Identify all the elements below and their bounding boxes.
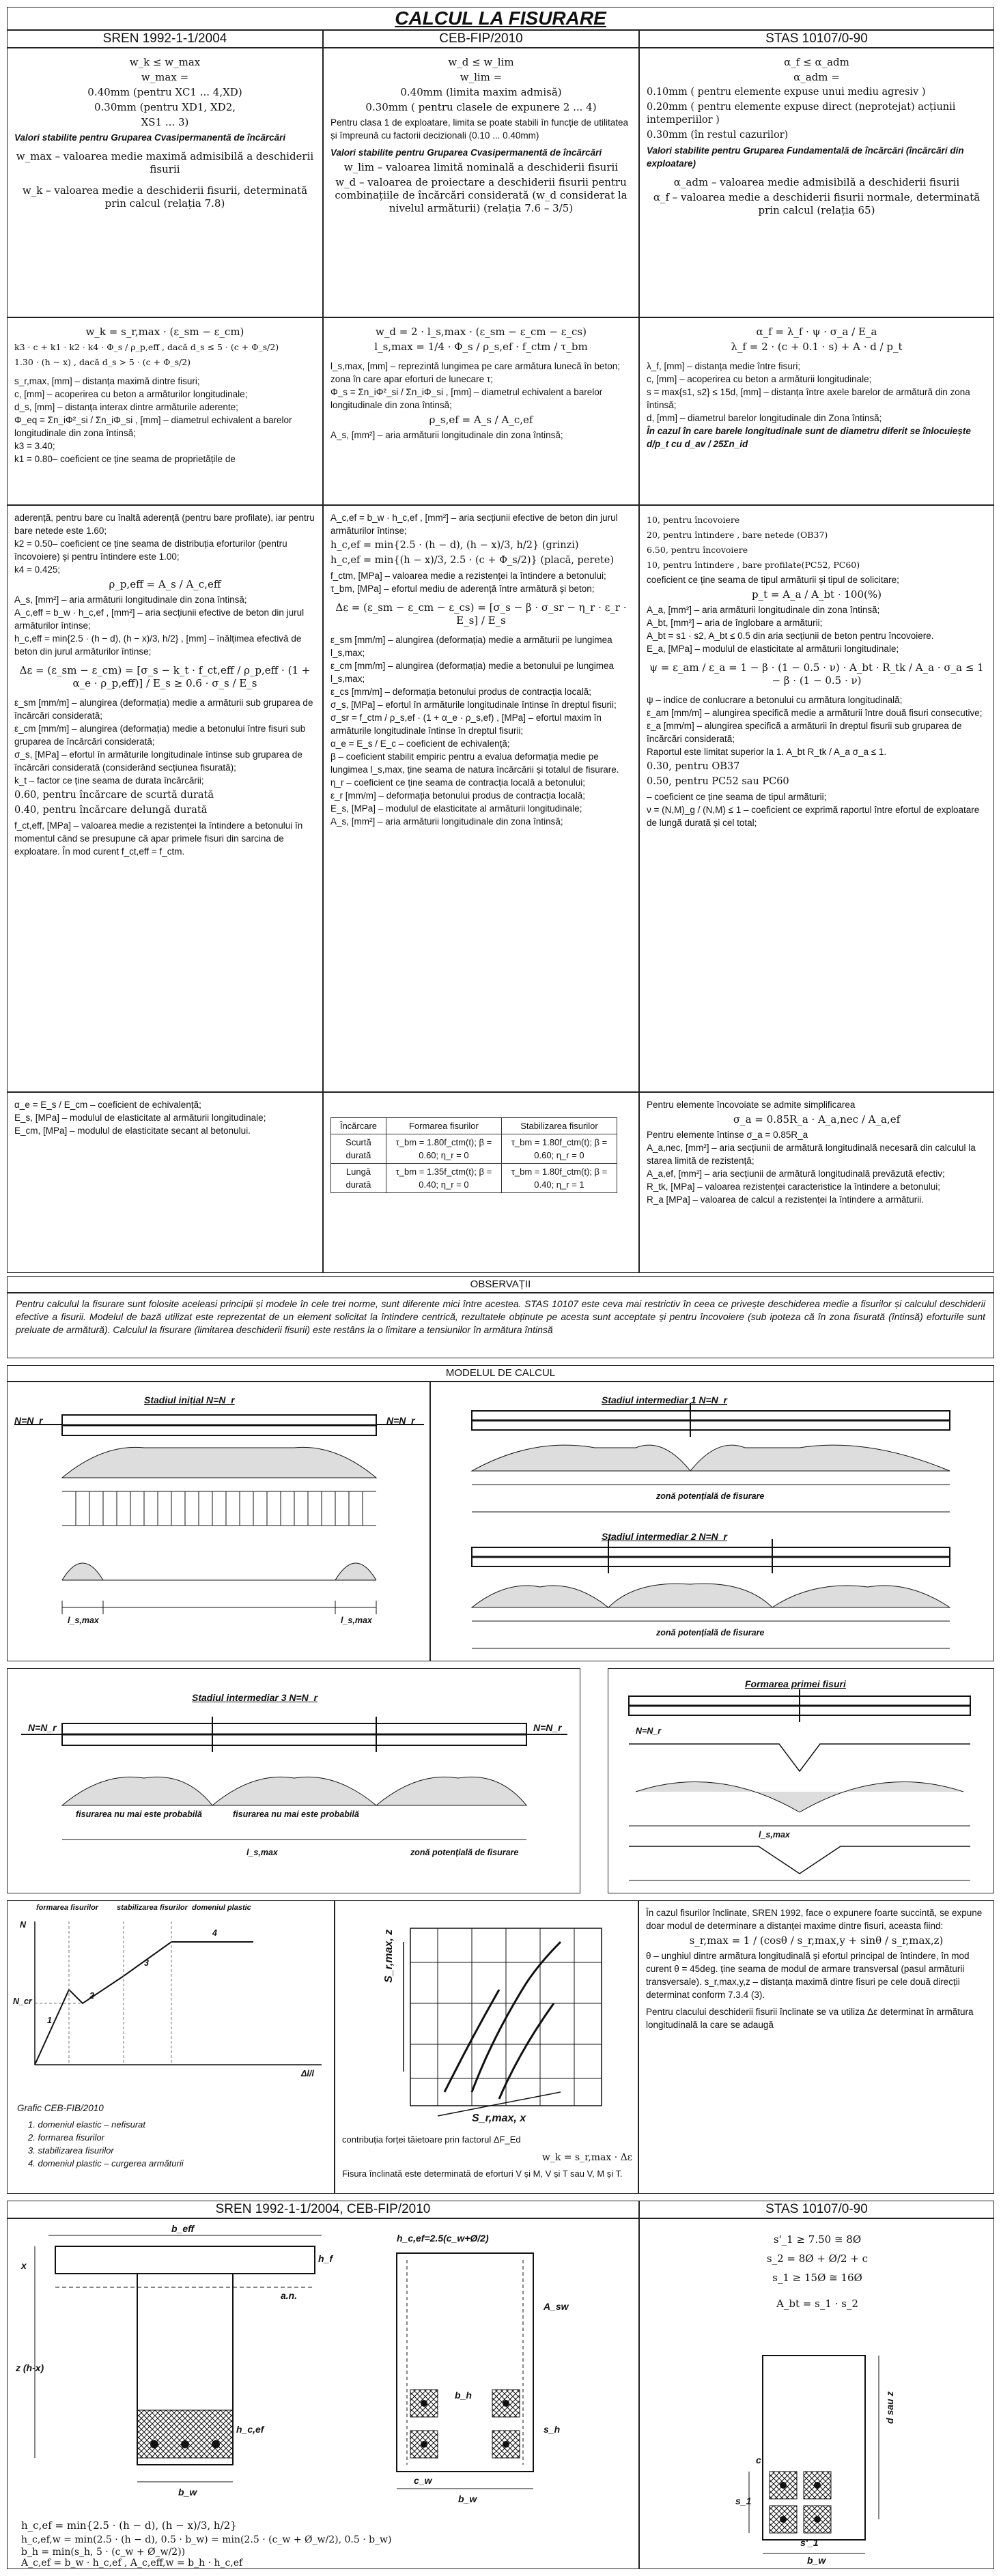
graph-legend bbox=[28, 2118, 184, 2170]
table-row bbox=[331, 1134, 617, 1164]
stas-label-c: c bbox=[756, 2455, 761, 2465]
sren-heading: Valori stabilite pentru Gruparea Cvasipermanentă de încărcări bbox=[14, 132, 286, 143]
ceb-eq-delta-eps: Δε = (ε_sm − ε_cm − ε_cs) = [σ_s − β · σ_sr − η_r · ε_r · E_s] / E_s bbox=[335, 601, 627, 627]
lsmax-label-4: l_s,max bbox=[759, 1830, 790, 1840]
figure-int2-title: Stadiul intermediar 2 N=N_r bbox=[602, 1531, 728, 1542]
stas-def-ra: R_a [MPa] – valoarea de calcul a rezistenței la întindere a armăturii. bbox=[647, 1194, 924, 1205]
force-label-right: N=N_r bbox=[386, 1415, 415, 1426]
sren-def-wmax: w_max – valoarea medie maximă admisibilă a deschiderii fisurii bbox=[16, 150, 314, 175]
bottom-eq-acef: A_c,ef = b_w · h_c,ef , A_c,eff,w = b_h · h_c,ef bbox=[21, 2558, 243, 2568]
sren-eq-delta-eps: Δε = (ε_sm − ε_cm) = [σ_s − k_t · f_ct,eff / ρ_p,eff · (1 + α_e · ρ_p,eff)] / E_s ≥ 0.6 · σ_s / E_s bbox=[19, 664, 311, 689]
sren-def-es: E_s, [MPa] – modulul de elasticitate al armăturii longitudinale; bbox=[14, 1113, 266, 1123]
sren-eq-rho: ρ_p,eff = A_s / A_c,eff bbox=[109, 578, 221, 590]
sren-def-srmax: s_r,max, [mm] – distanța maximă dintre fisuri; bbox=[14, 376, 200, 386]
stas-limit-2: 0.20mm ( pentru elemente expuse direct (neprotejat) acțiunii intemperiilor ) bbox=[647, 102, 956, 126]
inclined-caption-1: contribuția forței tăietoare prin factorul ΔF_Ed bbox=[342, 2134, 521, 2145]
stas-label-s1: s_1 bbox=[735, 2495, 752, 2506]
ceb-def-es: E_s, [MPa] – modulul de elasticitate al armăturii longitudinale; bbox=[330, 803, 582, 814]
stas-A-note: coeficient ce ține seama de tipul armăturii și tipul de solicitare; bbox=[647, 575, 899, 585]
graph-num-1: 1 bbox=[47, 2016, 52, 2025]
ceb-def-alphae: α_e = E_s / E_c – coeficient de echivalență; bbox=[330, 739, 510, 749]
stas-A-1: 10, pentru încovoiere bbox=[647, 515, 740, 525]
ceb-def-wlim: w_lim – valoarea limită nominală a deschiderii fisurii bbox=[343, 161, 619, 173]
figure-first-crack bbox=[608, 1668, 994, 1893]
stas-def-d: d, [mm] – diametrul barelor longitudinale din Zona întinsă; bbox=[647, 413, 882, 423]
lsmax-label-right: l_s,max bbox=[341, 1616, 372, 1625]
inclined-eq-srmax: s_r,max = 1 / (cosθ / s_r,max,y + sinθ / s_r,max,z) bbox=[689, 1934, 944, 1947]
ceb-crack-width-cell bbox=[323, 317, 639, 505]
sren-def-ecm2: E_cm, [MPa] – modulul de elasticitate secant al betonului. bbox=[14, 1126, 251, 1136]
ceb-class1-note: Pentru clasa 1 de exploatare, limita se poate stabili în funcție de utilitatea și împreună cu factorii decizionali (0.10 ... 0.40mm) bbox=[330, 117, 629, 141]
sren-crack-width-cell bbox=[7, 317, 323, 505]
stas-eq-lambda: λ_f = 2 · (c + 0.1 · s) + A · d / p_t bbox=[731, 341, 903, 353]
bottom-head-right: STAS 10107/0-90 bbox=[639, 2201, 994, 2218]
stas-beta-ob37: 0.30, pentru OB37 bbox=[647, 761, 740, 772]
label-beff: b_eff bbox=[171, 2223, 195, 2234]
sren-def-c: c, [mm] – acoperirea cu beton a armăturilor longitudinale; bbox=[14, 389, 248, 399]
graph-legend-item-3: 3. stabilizarea fisurilor bbox=[28, 2145, 114, 2156]
sren-srmax-case-b: 1.30 · (h − x) , dacă d_s > 5 · (c + Φ_s/2) bbox=[14, 357, 191, 367]
graph-title: Grafic CEB-FIB/2010 bbox=[17, 2103, 104, 2113]
figure-intermediate-3 bbox=[7, 1668, 580, 1893]
no-crack-label-2: fisurarea nu mai este probabilă bbox=[233, 1809, 359, 1819]
stas-def-beta: – coeficient ce ține seama de tipul armăturii; bbox=[647, 792, 827, 802]
sren-def-fcteff: f_ct,eff, [MPa] – valoarea medie a rezistenței la întindere a betonului în momentul când se presupune că apar primele fisuri din sarcina de exploatare. În mod curent f_ct,eff = f_ctm. bbox=[14, 820, 303, 857]
graph-phase-1: formarea fisurilor bbox=[36, 1904, 99, 1912]
stas-eq-s1: s_1 ≥ 15Ø ≅ 16Ø bbox=[772, 2272, 862, 2284]
sren-def-alphae: α_e = E_s / E_cm – coeficient de echivalență; bbox=[14, 1100, 201, 1110]
ceb-def-lsmax: l_s,max, [mm] – reprezintă lungimea pe care armătura lunecă în beton; zona în care apar eforturi de lunecare τ; bbox=[330, 361, 620, 384]
stas-limits-cell bbox=[639, 48, 994, 317]
stas-eq-aadm: α_adm = bbox=[793, 71, 840, 83]
figure-int1-title: Stadiul intermediar 1 N=N_r bbox=[602, 1394, 728, 1405]
column-head-ceb: CEB-FIP/2010 bbox=[323, 30, 639, 48]
graph-num-2: 2 bbox=[89, 1991, 94, 2001]
stas-eq-pt: p_t = A_a / A_bt · 100(%) bbox=[752, 588, 882, 601]
figure-intermediate-1-2 bbox=[430, 1382, 994, 1661]
ceb-def-taubm: τ_bm, [MPa] – efortul mediu de aderență între armătură și beton; bbox=[330, 584, 595, 594]
label-sh: s_h bbox=[544, 2424, 561, 2435]
stas-eq-psi: ψ = ε_am / ε_a = 1 − β · (1 − 0.5 · ν) · A_bt · R_tk / A_a · σ_a ≤ 1 − β · (1 − 0.5 · ν) bbox=[649, 661, 984, 687]
sren-def-esm: ε_sm [mm/m] – alungirea (deformația) medie a armăturii sub gruparea de încărcări considerată; bbox=[14, 698, 313, 721]
force-label-left: N=N_r bbox=[14, 1415, 43, 1426]
stas-def-aanec: A_a,nec, [mm²] – aria secțiunii de armătură longitudinală necesară din calculul la starea limită de rezistență; bbox=[647, 1143, 976, 1166]
stas-heading: Valori stabilite pentru Gruparea Fundamentală de încărcări (încărcări din exploatare) bbox=[647, 145, 964, 169]
table-cell: τ_bm = 1.80f_ctm(t); β = 0.40; η_r = 1 bbox=[501, 1164, 617, 1193]
label-hf: h_f bbox=[318, 2253, 333, 2264]
sren-def-hceff: h_c,eff = min{2.5 · (h − d), (h − x)/3, h/2} , [mm] – înălțimea efectivă de beton din jurul armăturilor întinse; bbox=[14, 633, 302, 657]
graph-phase-3: domeniul plastic bbox=[192, 1904, 251, 1912]
ceb-def-phis: Φ_s = Σn_iΦ²_si / Σn_iΦ_si , [mm] – diametrul echivalent a barelor longitudinale din zona întinsă; bbox=[330, 387, 603, 410]
ceb-limits-cell bbox=[323, 48, 639, 317]
ceb-def-sigmasr: σ_sr = f_ctm / ρ_s,ef · (1 + α_e · ρ_s,ef) , [MPa] – efortul maxim în armăturile longitudinale întinse în dreptul fisurii; bbox=[330, 713, 602, 736]
stas-limit-3: 0.30mm (în restul cazurilor) bbox=[647, 130, 789, 141]
ceb-def-wd: w_d – valoarea de proiectare a deschiderii fisurii pentru combinațiile de încărcări considerată (w_d considerat la nivelul armăturii) (relația 7.6 – 3/5) bbox=[335, 176, 628, 214]
stas-beta-pc52: 0.50, pentru PC52 sau PC60 bbox=[647, 776, 789, 787]
stas-diff-diameter-note: În cazul în care barele longitudinale sunt de diametru diferit se înlocuiește d/p_t cu d_av / 25Σn_id bbox=[647, 426, 971, 449]
ceb-limit-2: 0.30mm ( pentru clasele de expunere 2 ... 4) bbox=[365, 101, 597, 113]
sren-def-ds: d_s, [mm] – distanța interax dintre armăturile aderente; bbox=[14, 402, 238, 412]
inclined-theta-note: θ – unghiul dintre armătura longitudinală și efortul principal de întindere, în mod curent θ = 45deg. ține seama de modul de armare transversal (pasul armăturii transversale). s_r,max,y,z – distanța maximă dintre fisuri pe cele două direcții determinat conform 7.3.4 (3). bbox=[646, 1951, 970, 2000]
stas-stress-cell bbox=[639, 1092, 994, 1273]
figure-inclined-crack bbox=[335, 1900, 638, 2194]
stas-def-ea: E_a, [MPa] – modulul de elasticitate al armăturii longitudinale; bbox=[647, 644, 899, 654]
inclined-intro: În cazul fisurilor înclinate, SREN 1992, face o expunere foarte succintă, se expune doar modul de determinare a distanței maxime dintre fisuri, aceasta fiind: bbox=[646, 1908, 983, 1931]
stas-def-lambda: λ_f, [mm] – distanța medie între fisuri; bbox=[647, 361, 801, 371]
potential-zone-label-1: zonă potențială de fisurare bbox=[656, 1491, 765, 1501]
potential-zone-label-2: zonă potențială de fisurare bbox=[656, 1628, 765, 1637]
ceb-eq-hcef-beam: h_c,ef = min{2.5 · (h − d), (h − x)/3, h/2} (grinzi) bbox=[330, 540, 579, 551]
sren-def-aceff: A_c,eff = b_w · h_c,ef , [mm²] – aria secțiunii efective de beton din jurul armăturilor întinse; bbox=[14, 607, 305, 631]
column-head-sren: SREN 1992-1-1/2004 bbox=[7, 30, 323, 48]
table-header: Încărcare bbox=[331, 1118, 386, 1134]
sren-strain-cell bbox=[7, 505, 323, 1092]
sren-def-phieq: Φ_eq = Σn_iΦ²_si / Σn_iΦ_si , [mm] – diametrul echivalent a barelor longitudinale din zona întinsă; bbox=[14, 415, 292, 438]
sren-eq-wmax: w_max = bbox=[141, 71, 189, 83]
stas-ratio-limit: Raportul este limitat superior la 1. A_bt R_tk / A_a σ_a ≤ 1. bbox=[647, 747, 887, 757]
stas-def-af: α_f – valoarea medie a deschiderii fisurii normale, determinată prin calcul (relația 65) bbox=[653, 191, 981, 216]
sren-k2-note: k2 = 0.50– coeficient ce ține seama de distribuția eforturilor (pentru încovoiere) și pentru întindere este 1.00; bbox=[14, 539, 287, 562]
sren-kt-short: 0.60, pentru încărcare de scurtă durată bbox=[14, 790, 214, 801]
stas-def-ea2: ε_a [mm/m] – alungirea specifică a armăturii în dreptul fisurii sub gruparea de încărcări considerată; bbox=[647, 721, 962, 744]
column-head-stas: STAS 10107/0-90 bbox=[639, 30, 994, 48]
force-label-right-3: N=N_r bbox=[533, 1722, 562, 1733]
sren-eq-wk-calc: w_k = s_r,max · (ε_sm − ε_cm) bbox=[85, 326, 244, 338]
ceb-eq-wlim: w_lim = bbox=[460, 71, 503, 83]
stas-eq-af: α_f ≤ α_adm bbox=[784, 56, 849, 68]
stas-def-rtk: R_tk, [MPa] – valoarea rezistenței caracteristice la întindere a betonului; bbox=[647, 1182, 940, 1192]
sren-limit-1: 0.40mm (pentru XC1 ... 4,XD) bbox=[87, 86, 242, 98]
table-header: Stabilizarea fisurilor bbox=[501, 1118, 617, 1134]
observations-text: Pentru calculul la fisurare sunt folosite aceleasi principii și modele în cele trei norme, sunt diferente mici între acestea. STAS 10107 este ceva mai restrictiv în ceea ce privește deschiderea medie a fisurilor și calculul deschiderii efective a fisurii. Modelul de bază utilizat este reprezentat de un element solicitat la întindere centrică, rezultatele obținute pe acesta sunt acceptate și pentru încovoiere (sub ipoteza că în zona fisurată (întinsă) eforturile sunt preluate de armătură). Calculul la fisurare (limitarea deschiderii fisurii) este restâns la o limitare a tensiunilor în armătura întinsă bbox=[7, 1293, 994, 1358]
stas-eq-s2: s_2 = 8Ø + Ø/2 + c bbox=[766, 2252, 869, 2265]
stas-def-abt: A_bt, [mm²] – aria de înglobare a armăturii; bbox=[647, 618, 823, 628]
stas-tension-note: Pentru elemente întinse σ_a = 0.85R_a bbox=[647, 1130, 808, 1140]
srmax-z-label: S_r,max, z bbox=[383, 1929, 395, 1983]
sren-def-k3: k3 = 3.40; bbox=[14, 441, 55, 451]
stas-A-4: 10, pentru întindere , bare profilate(PC52, PC60) bbox=[647, 560, 860, 570]
stas-limit-1: 0.10mm ( pentru elemente expuse unui mediu agresiv ) bbox=[647, 87, 926, 98]
ceb-eq-lsmax: l_s,max = 1/4 · Φ_s / ρ_s,ef · f_ctm / τ_bm bbox=[374, 341, 588, 353]
page bbox=[7, 7, 994, 2569]
figure-initial-stage bbox=[7, 1382, 430, 1661]
figure-first-crack-title: Formarea primei fisuri bbox=[745, 1678, 846, 1689]
label-hceff-web: h_c,ef=2.5(c_w+Ø/2) bbox=[397, 2233, 489, 2244]
stas-def-aaef: A_a,ef, [mm²] – aria secțiunii de armătură longitudinală prevăzută efectiv; bbox=[647, 1169, 945, 1179]
inclined-svg bbox=[335, 1901, 638, 2194]
graph-num-4: 4 bbox=[212, 1928, 217, 1938]
label-cw: c_w bbox=[414, 2475, 432, 2486]
stas-def-c: c, [mm] – acoperirea cu beton a armăturii longitudinale; bbox=[647, 374, 872, 384]
inclined-delta-note: Pentru clacului deschiderii fisurii înclinate se va utiliza Δε determinat în armătura longitudinală la care se adaugă bbox=[646, 2007, 974, 2030]
bottom-eq-hcefw: h_c,ef,w = min(2.5 · (h − d), 0.5 · b_w) = min(2.5 · (c_w + Ø_w/2), 0.5 · b_w) bbox=[21, 2534, 392, 2545]
sren-def-sigmas: σ_s, [MPa] – efortul în armăturile longitudinale întinse sub gruparea de încărcări considerată (considerând secțiunea fisurată); bbox=[14, 749, 302, 773]
ceb-def-as2: A_s, [mm²] – aria armăturii longitudinale din zona întinsă; bbox=[330, 816, 563, 827]
figure-intermediate-svg bbox=[431, 1382, 994, 1661]
figure-int3-svg bbox=[8, 1669, 580, 1893]
force-label-left-3: N=N_r bbox=[28, 1722, 57, 1733]
stas-def-aadm: α_adm – valoarea medie admisibilă a deschiderii fisurii bbox=[673, 176, 960, 188]
graph-legend-item-2: 2. formarea fisurilor bbox=[28, 2132, 104, 2143]
stas-def-s: s = max{s1, s2} ≤ 15d, [mm] – distanța între axele barelor de armătură din zona întinsă; bbox=[647, 387, 970, 410]
ceb-def-fctm: f_ctm, [MPa] – valoarea medie a rezistenței la întindere a betonului; bbox=[330, 571, 606, 581]
figure-initial-title: Stadiul inițial N=N_r bbox=[144, 1394, 235, 1405]
label-asw: A_sw bbox=[544, 2301, 569, 2312]
force-label-4: N=N_r bbox=[636, 1726, 662, 1736]
ceb-bond-table bbox=[330, 1117, 617, 1193]
no-crack-label-1: fisurarea nu mai este probabilă bbox=[76, 1809, 202, 1819]
table-cell: Scurtă durată bbox=[331, 1134, 386, 1164]
ceb-def-esm: ε_sm [mm/m] – alungirea (deformația) medie a armăturii pe lungimea l_s,max; bbox=[330, 635, 612, 658]
ceb-strain-cell bbox=[323, 505, 639, 1092]
table-header: Formarea fisurilor bbox=[386, 1118, 501, 1134]
inclined-caption-2: Fisura înclinată este determinată de eforturi V și M, V și T sau V, M și T. bbox=[342, 2169, 623, 2179]
ceb-heading: Valori stabilite pentru Gruparea Cvasipermanentă de încărcări bbox=[330, 147, 602, 158]
section-svg bbox=[8, 2219, 639, 2569]
ceb-eq-hcef-slab: h_c,ef = min{(h − x)/3, 2.5 · (c + Φ_s/2)} (placă, perete) bbox=[330, 555, 614, 566]
bottom-eq-bh: b_h = min(s_h, 5 · (c_w + Ø_w/2)) bbox=[21, 2547, 186, 2558]
ceb-def-ecs: ε_cs [mm/m] – deformația betonului produs de contracția locală; bbox=[330, 687, 591, 697]
graph-num-3: 3 bbox=[144, 1958, 149, 1968]
stas-eq-abt: A_bt = s_1 · s_2 bbox=[776, 2298, 858, 2310]
bottom-right-stas bbox=[639, 2218, 994, 2569]
figure-int3-title: Stadiul intermediar 3 N=N_r bbox=[192, 1692, 318, 1703]
table-cell: τ_bm = 1.35f_ctm(t); β = 0.40; η_r = 0 bbox=[386, 1164, 501, 1193]
label-zh: z (h-x) bbox=[16, 2362, 44, 2373]
table-cell: Lungă durată bbox=[331, 1164, 386, 1193]
stas-strain-cell bbox=[639, 505, 994, 1092]
stas-A-3: 6.50, pentru încovoiere bbox=[647, 545, 748, 555]
label-an: a.n. bbox=[281, 2290, 298, 2301]
stas-simplif-note: Pentru elemente încovoiate se admite simplificarea bbox=[647, 1100, 856, 1110]
graph-legend-item-1: 1. domeniul elastic – nefisurat bbox=[28, 2119, 145, 2130]
ceb-eq-rho: ρ_s,ef = A_s / A_c,ef bbox=[429, 414, 533, 426]
sren-def-k1: k1 = 0.80– coeficient ce ține seama de proprietățile de bbox=[14, 454, 236, 464]
ceb-table-cell bbox=[323, 1092, 639, 1273]
inclined-eq: w_k = s_r,max · Δε bbox=[541, 2152, 632, 2163]
model-title: MODELUL DE CALCUL bbox=[7, 1365, 994, 1382]
label-x: x bbox=[21, 2260, 27, 2271]
stas-eq-s1p: s'_1 ≥ 7.50 ≅ 8Ø bbox=[773, 2233, 862, 2246]
bottom-left-figures bbox=[7, 2218, 639, 2569]
sren-eq-wk: w_k ≤ w_max bbox=[129, 56, 201, 68]
sren-limit-3: XS1 ... 3) bbox=[141, 116, 189, 128]
stas-eq-af-calc: α_f = λ_f · ψ · σ_a / E_a bbox=[756, 326, 877, 338]
table-cell: τ_bm = 1.80f_ctm(t); β = 0.60; η_r = 0 bbox=[386, 1134, 501, 1164]
stas-section-svg bbox=[640, 2219, 994, 2569]
sren-k4-note: k4 = 0.425; bbox=[14, 564, 61, 575]
label-bw: b_w bbox=[178, 2487, 197, 2498]
graph-axis-n: N bbox=[20, 1920, 27, 1930]
label-bw-web: b_w bbox=[458, 2493, 477, 2504]
stas-eq-abt: A_bt = s1 · s2, A_bt ≤ 0.5 din aria secțiunii de beton pentru încovoiere. bbox=[647, 631, 934, 641]
observations-title: OBSERVAȚII bbox=[7, 1276, 994, 1293]
stas-def-eam: ε_am [mm/m] – alungirea specifică medie a armăturii între două fisuri consecutive; bbox=[647, 708, 983, 718]
sren-limit-2: 0.30mm (pentru XD1, XD2, bbox=[94, 101, 236, 113]
graph-legend-item-4: 4. domeniul plastic – curgerea armăturii bbox=[28, 2158, 184, 2169]
stas-crack-width-cell bbox=[639, 317, 994, 505]
sren-def-as: A_s, [mm²] – aria armăturii longitudinale din zona întinsă; bbox=[14, 595, 247, 605]
stas-label-d: d sau z bbox=[884, 2391, 895, 2424]
stas-A-2: 20, pentru întindere , bare netede (OB37) bbox=[647, 530, 828, 540]
stas-def-psi: ψ – indice de conlucrare a betonului cu armătura longitudinală; bbox=[647, 695, 903, 705]
stas-def-nu: ν = (N,M)_g / (N,M) ≤ 1 – coeficient ce exprimă raportul între efortul de exploatare de lungă durată și cel total; bbox=[647, 805, 980, 828]
graph-axis-dl: Δl/l bbox=[301, 2069, 314, 2078]
ceb-def-etar: η_r – coeficient ce ține seama de contracția locală a betonului; bbox=[330, 777, 585, 788]
label-hcef: h_c,ef bbox=[236, 2424, 264, 2435]
graph-phase-2: stabilizarea fisurilor bbox=[117, 1904, 188, 1912]
ceb-limit-1: 0.40mm (limita maxim admisă) bbox=[400, 86, 562, 98]
graph-ncr: N_cr bbox=[13, 1997, 32, 2006]
potential-zone-label-3: zonă potențială de fisurare bbox=[410, 1848, 519, 1857]
ceb-def-acef: A_c,ef = b_w · h_c,ef , [mm²] – aria secțiunii efective de beton din jurul armăturilor întinse; bbox=[330, 513, 618, 536]
table-cell: τ_bm = 1.80f_ctm(t); β = 0.60; η_r = 0 bbox=[501, 1134, 617, 1164]
lsmax-label-3: l_s,max bbox=[246, 1848, 278, 1857]
sren-modulus-cell bbox=[7, 1092, 323, 1273]
stas-def-aa: A_a, [mm²] – aria armăturii longitudinale din zona întinsă; bbox=[647, 605, 880, 615]
bottom-eq-hcef: h_c,ef = min{2.5 · (h − d), (h − x)/3, h/2} bbox=[21, 2519, 237, 2532]
figure-graph bbox=[7, 1900, 335, 2194]
stas-eq-sigmaa: σ_a = 0.85R_a · A_a,nec / A_a,ef bbox=[733, 1113, 901, 1126]
sren-def-kt: k_t – factor ce ține seama de durata încărcării; bbox=[14, 775, 204, 786]
sren-def-wk: w_k – valoarea medie a deschiderii fisurii, determinată prin calcul (relația 7.8) bbox=[22, 184, 308, 210]
ceb-eq-wd-calc: w_d = 2 · l_s,max · (ε_sm − ε_cm − ε_cs) bbox=[376, 326, 587, 338]
ceb-def-er: ε_r [mm/m] – deformația betonului produs de contracția locală; bbox=[330, 790, 585, 801]
sren-k1-note: aderență, pentru bare cu înaltă aderență (pentru bare profilate), iar pentru bare netede este 1.60; bbox=[14, 513, 315, 536]
label-bh: b_h bbox=[455, 2390, 472, 2401]
ceb-def-sigmas: σ_s, [MPa] – efortul în armăturile longitudinale întinse în dreptul fisurii; bbox=[330, 700, 617, 710]
ceb-def-as: A_s, [mm²] – aria armăturii longitudinale din zona întinsă; bbox=[330, 430, 563, 440]
sren-kt-long: 0.40, pentru încărcare delungă durată bbox=[14, 805, 208, 816]
page-title: CALCUL LA FISURARE bbox=[7, 7, 994, 30]
stas-label-bw: b_w bbox=[807, 2555, 826, 2566]
lsmax-label-left: l_s,max bbox=[68, 1616, 99, 1625]
table-row bbox=[331, 1164, 617, 1193]
sren-def-ecm: ε_cm [mm/m] – alungirea (deformația) medie a betonului între fisuri sub gruparea de încărcări considerată; bbox=[14, 724, 306, 747]
inclined-text-cell bbox=[638, 1900, 994, 2194]
srmax-x-label: S_r,max, x bbox=[472, 2113, 526, 2124]
sren-limits-cell bbox=[7, 48, 323, 317]
stas-label-s1p: s'_1 bbox=[800, 2537, 819, 2548]
sren-srmax-case-a: k3 · c + k1 · k2 · k4 · Φ_s / ρ_p,eff , dacă d_s ≤ 5 · (c + Φ_s/2) bbox=[14, 342, 279, 352]
figure-first-crack-svg bbox=[608, 1669, 994, 1893]
bottom-head-left: SREN 1992-1-1/2004, CEB-FIP/2010 bbox=[7, 2201, 639, 2218]
ceb-eq-wd: w_d ≤ w_lim bbox=[448, 56, 514, 68]
ceb-def-ecm: ε_cm [mm/m] – alungirea (deformația) medie a betonului pe lungimea l_s,max; bbox=[330, 661, 614, 684]
ceb-def-beta: β – coeficient stabilit empiric pentru a evalua deformația medie pe lungimea l_s,max, ține seama de natura încărcării și totalul de fisurare. bbox=[330, 752, 619, 775]
